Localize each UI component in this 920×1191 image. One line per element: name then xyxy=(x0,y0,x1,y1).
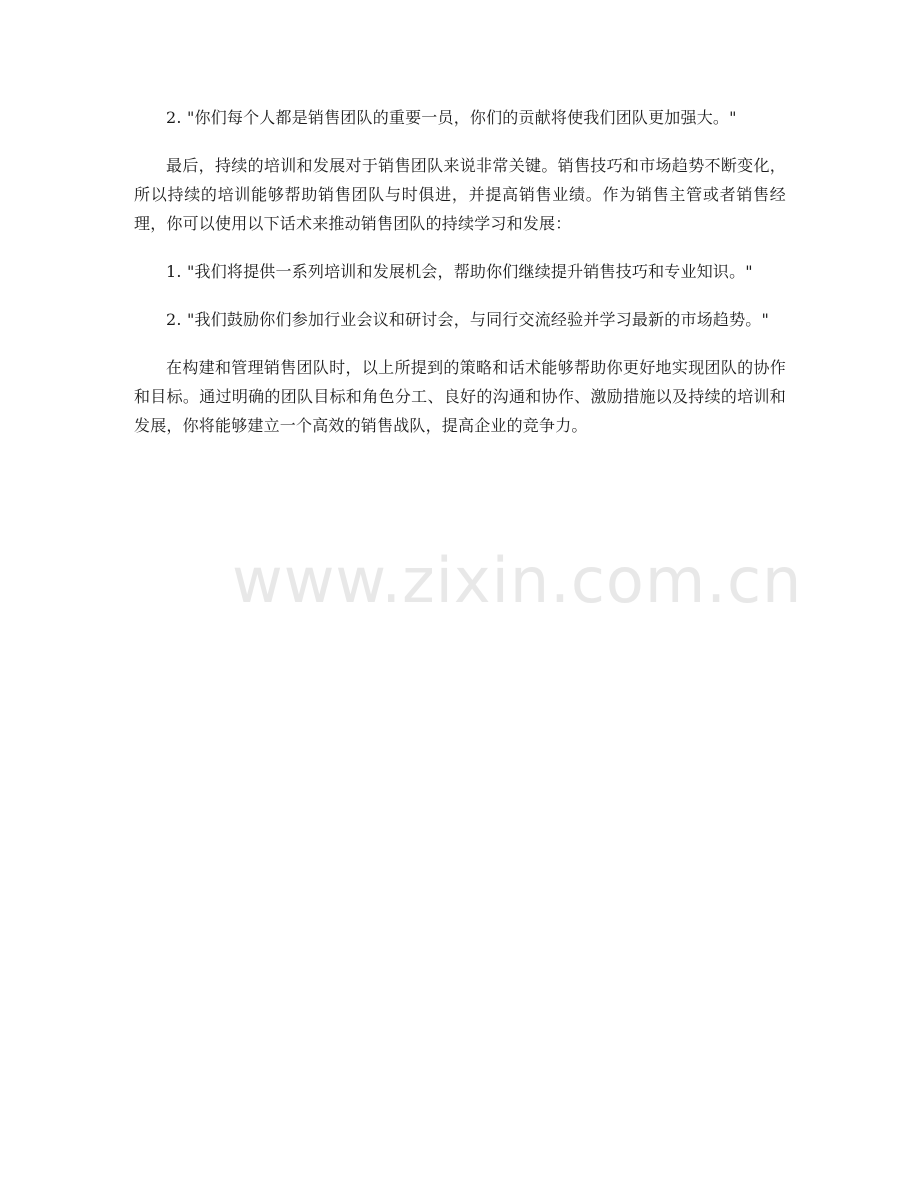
paragraph-quote-2b: 2. "我们鼓励你们参加行业会议和研讨会，与同行交流经验并学习最新的市场趋势。" xyxy=(166,310,770,329)
paragraph-training: 最后，持续的培训和发展对于销售团队来说非常关键。销售技巧和市场趋势不断变化，所以持续的培训能够帮助销售团队与时俱进，并提高销售业绩。作为销售主管或者销售经理，你可以使用以下话术来推动销售团队的持续学习和发展： xyxy=(134,156,786,233)
paragraph-conclusion: 在构建和管理销售团队时，以上所提到的策略和话术能够帮助你更好地实现团队的协作和目标。通过明确的团队目标和角色分工、良好的沟通和协作、激励措施以及持续的培训和发展，你将能够建立一个高效的销售战队，提高企业的竞争力。 xyxy=(134,358,786,435)
paragraph-quote-1b: 1. "我们将提供一系列培训和发展机会，帮助你们继续提升销售技巧和专业知识。" xyxy=(166,262,753,281)
paragraph-quote-2a: 2. "你们每个人都是销售团队的重要一员，你们的贡献将使我们团队更加强大。" xyxy=(166,108,737,127)
document-body xyxy=(134,103,786,459)
watermark: www.zixin.com.cn xyxy=(232,544,803,617)
